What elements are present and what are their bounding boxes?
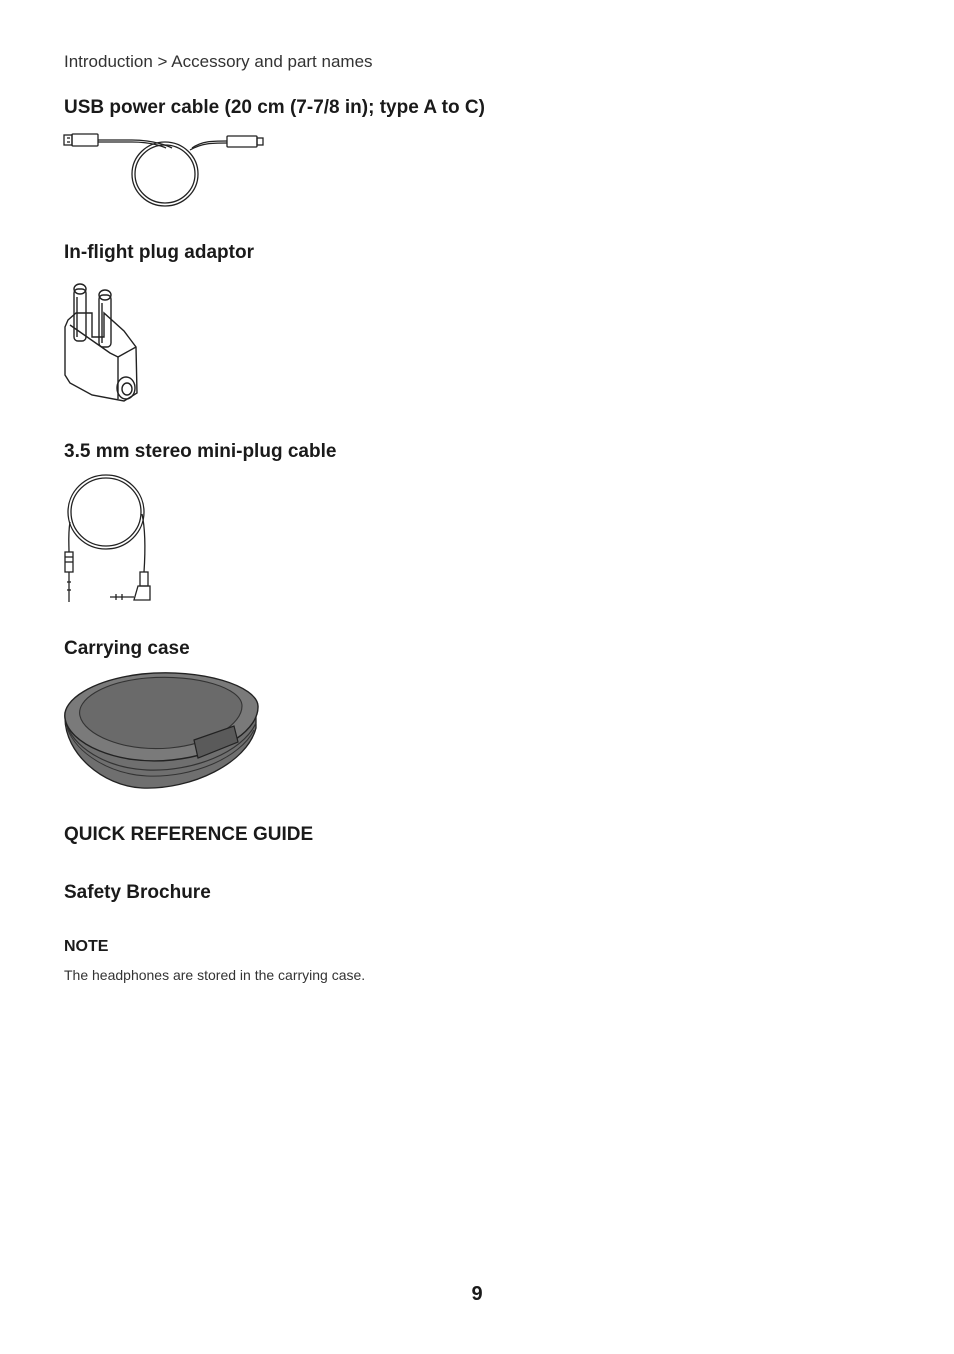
usb-cable-illustration — [62, 128, 267, 212]
note-text: The headphones are stored in the carrying case. — [64, 967, 366, 983]
section-heading-quick-reference-guide: QUICK REFERENCE GUIDE — [64, 824, 314, 845]
carrying-case-illustration — [62, 668, 262, 793]
section-heading-safety-brochure: Safety Brochure — [64, 882, 211, 903]
inflight-adaptor-illustration — [62, 275, 147, 410]
section-heading-mini-plug-cable: 3.5 mm stereo mini-plug cable — [64, 441, 337, 462]
note-heading: NOTE — [64, 938, 109, 955]
section-heading-usb-cable: USB power cable (20 cm (7-7/8 in); type A to C) — [64, 97, 485, 118]
mini-plug-cable-illustration — [62, 472, 162, 608]
section-heading-carrying-case: Carrying case — [64, 638, 190, 659]
breadcrumb: Introduction > Accessory and part names — [64, 52, 373, 71]
page-number: 9 — [471, 1283, 483, 1305]
section-heading-inflight-adaptor: In-flight plug adaptor — [64, 242, 254, 263]
